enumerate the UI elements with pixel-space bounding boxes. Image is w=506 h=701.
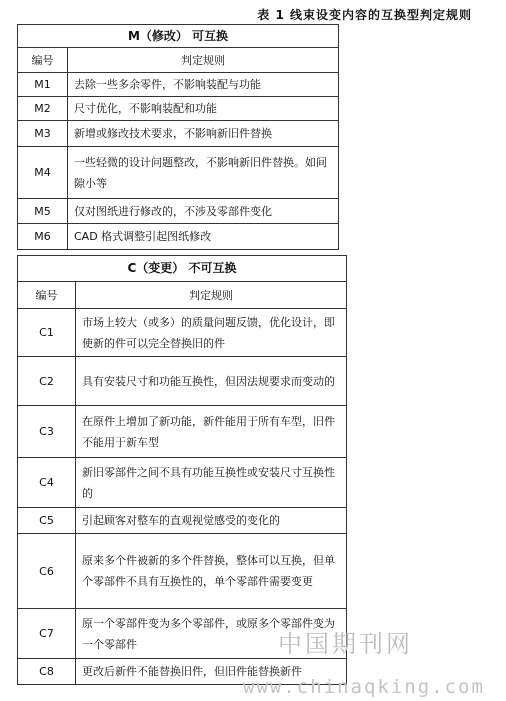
row-rule: 在原件上增加了新功能，新件能用于所有车型，旧件不能用于新车型 [76, 406, 347, 458]
row-code: M1 [18, 73, 68, 97]
watermark-logo-text: 中国期刊网 [278, 630, 413, 658]
table-row [18, 357, 347, 406]
row-rule: 市场上较大（或多）的质量问题反馈，优化设计，即使新的件可以完全替换旧的件 [76, 309, 347, 357]
section-header-m: M（修改） 可互换 [18, 25, 339, 48]
row-rule: 一些轻微的设计问题整改，不影响新旧件替换。如间隙小等 [68, 147, 339, 199]
table-title: 表 1 线束设变内容的互换型判定规则 [257, 8, 472, 22]
row-code: M6 [18, 224, 68, 250]
row-rule: 仅对图纸进行修改的，不涉及零部件变化 [68, 199, 339, 224]
table-row [18, 97, 339, 121]
table-row [18, 121, 339, 147]
table-row [18, 199, 339, 224]
row-rule: 原来多个件被新的多个件替换，整体可以互换，但单个零部件不具有互换性的，单个零部件需要变更 [76, 534, 347, 609]
table-row [18, 406, 347, 458]
row-code: M3 [18, 121, 68, 147]
row-code: C5 [18, 508, 76, 534]
row-code: C8 [18, 659, 76, 685]
row-code: M4 [18, 147, 68, 199]
table-row [18, 458, 347, 508]
row-code: C6 [18, 534, 76, 609]
row-code: C4 [18, 458, 76, 508]
column-header-code: 编号 [18, 48, 68, 73]
row-code: M2 [18, 97, 68, 121]
row-rule: 具有安装尺寸和功能互换性，但因法规要求而变动的 [76, 357, 347, 406]
row-rule: 更改后新件不能替换旧件，但旧件能替换新件 [76, 659, 347, 685]
column-header-code: 编号 [18, 282, 76, 309]
table-row [18, 508, 347, 534]
row-code: C3 [18, 406, 76, 458]
row-code: C7 [18, 609, 76, 659]
section-header-c: C（变更） 不可互换 [18, 256, 347, 282]
table-row [18, 73, 339, 97]
table-row [18, 534, 347, 609]
modification-table [17, 24, 339, 250]
watermark-url: www.chinaqking.com [243, 676, 485, 698]
table-row [18, 147, 339, 199]
row-rule: CAD 格式调整引起图纸修改 [68, 224, 339, 250]
row-rule: 原一个零部件变为多个零部件，或原多个零部件变为一个零部件 [76, 609, 347, 659]
row-rule: 去除一些多余零件，不影响装配与功能 [68, 73, 339, 97]
row-rule: 尺寸优化，不影响装配和功能 [68, 97, 339, 121]
row-code: C1 [18, 309, 76, 357]
row-rule: 新旧零部件之间不具有功能互换性或安装尺寸互换性的 [76, 458, 347, 508]
change-table [17, 255, 347, 685]
row-rule: 引起顾客对整车的直观视觉感受的变化的 [76, 508, 347, 534]
column-header-rule: 判定规则 [68, 48, 339, 73]
column-header-rule: 判定规则 [76, 282, 347, 309]
table-row [18, 309, 347, 357]
row-rule: 新增或修改技术要求，不影响新旧件替换 [68, 121, 339, 147]
table-row [18, 224, 339, 250]
row-code: M5 [18, 199, 68, 224]
row-code: C2 [18, 357, 76, 406]
